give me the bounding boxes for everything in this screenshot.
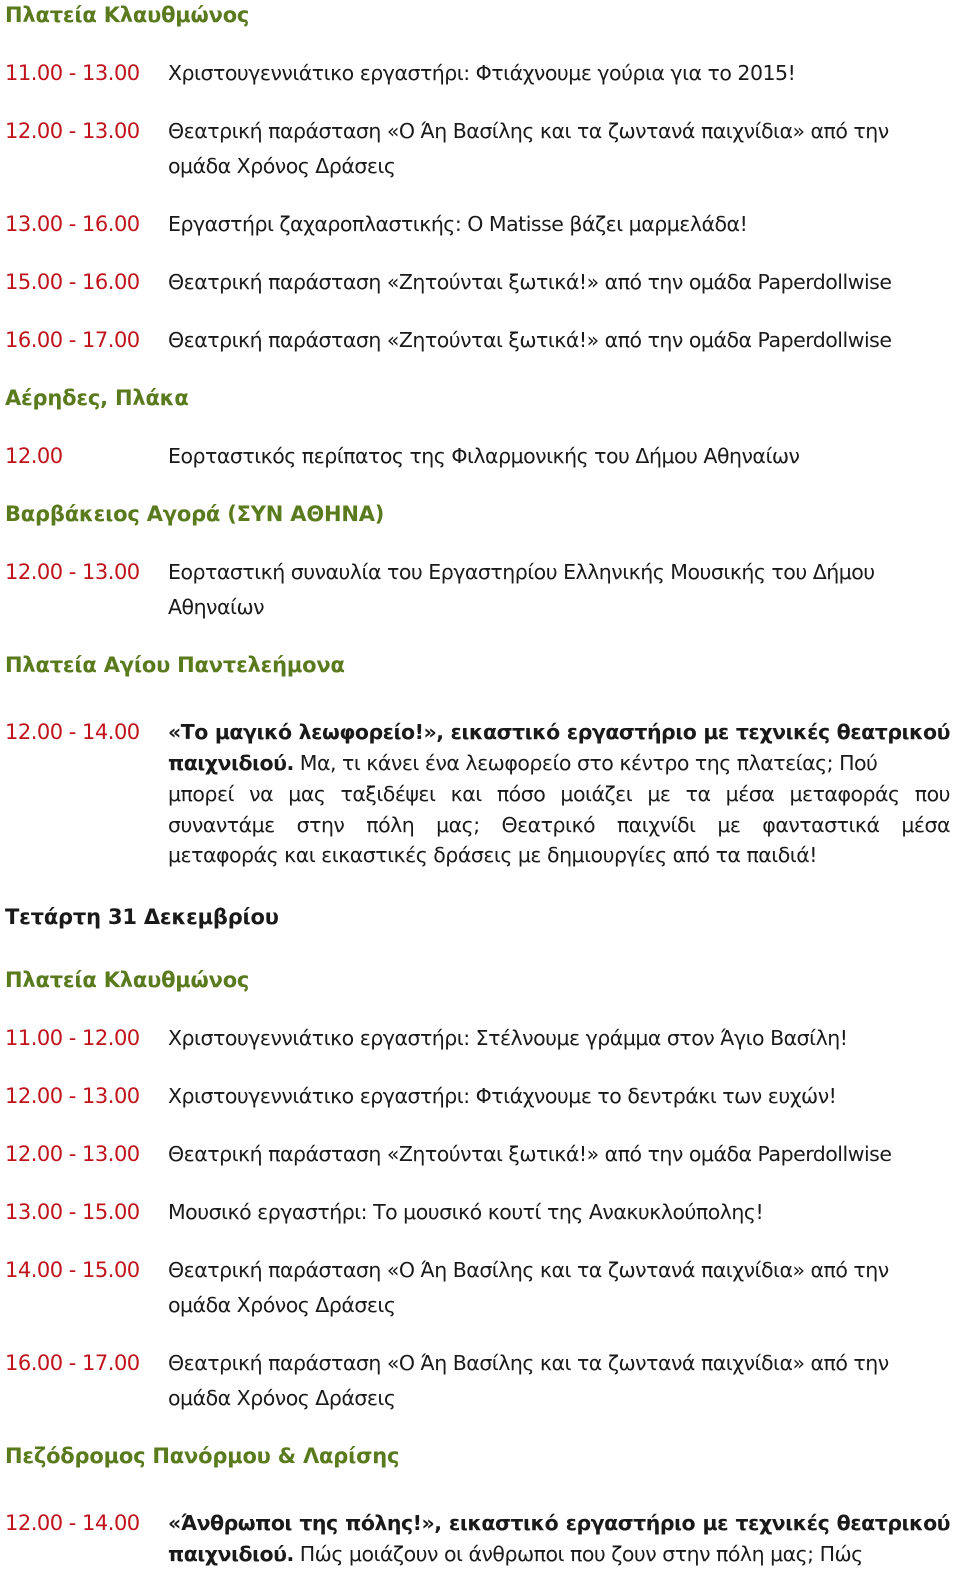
event-time: 11.00 - 13.00 <box>5 61 140 85</box>
event-description: Εργαστήρι ζαχαροπλαστικής: O Matisse βάζει μαρμελάδα! <box>168 212 748 236</box>
event-title-bold: παιχνιδιού. <box>168 1542 294 1566</box>
event-description: Χριστουγεννιάτικο εργαστήρι: Φτιάχνουμε το δεντράκι των ευχών! <box>168 1084 837 1108</box>
event-description: συναντάμε στην πόλη μας; Θεατρικό παιχνίδι με φανταστικά μέσα <box>168 813 950 837</box>
venue-heading: Βαρβάκειος Αγορά (ΣΥΝ ΑΘΗΝΑ) <box>5 502 385 526</box>
event-description: Αθηναίων <box>168 595 265 619</box>
event-description: Θεατρική παράσταση «Ο Άη Βασίλης και τα ζωντανά παιχνίδια» από την <box>168 119 889 143</box>
event-time: 12.00 - 13.00 <box>5 560 140 584</box>
event-time: 12.00 - 14.00 <box>5 1511 140 1535</box>
event-description: ομάδα Χρόνος Δράσεις <box>168 154 396 178</box>
event-description: Θεατρική παράσταση «Ο Άη Βασίλης και τα ζωντανά παιχνίδια» από την <box>168 1258 889 1282</box>
event-time: 13.00 - 15.00 <box>5 1200 140 1224</box>
event-time: 12.00 - 13.00 <box>5 1084 140 1108</box>
event-description: «Άνθρωποι της πόλης!», εικαστικό εργαστήριο με τεχνικές θεατρικού <box>168 1511 950 1535</box>
venue-heading: Πεζόδρομος Πανόρμου & Λαρίσης <box>5 1444 400 1468</box>
event-description: Θεατρική παράσταση «Ζητούνται ξωτικά!» από την ομάδα Paperdollwise <box>168 328 892 352</box>
venue-heading: Πλατεία Κλαυθμώνος <box>5 3 250 27</box>
event-description: ομάδα Χρόνος Δράσεις <box>168 1293 396 1317</box>
event-time: 12.00 - 13.00 <box>5 1142 140 1166</box>
event-description: Εορταστική συναυλία του Εργαστηρίου Ελληνικής Μουσικής του Δήμου <box>168 560 875 584</box>
event-description: Θεατρική παράσταση «Ζητούνται ξωτικά!» από την ομάδα Paperdollwise <box>168 270 892 294</box>
event-time: 16.00 - 17.00 <box>5 328 140 352</box>
venue-heading: Πλατεία Κλαυθμώνος <box>5 968 250 992</box>
event-time: 16.00 - 17.00 <box>5 1351 140 1375</box>
event-description: Χριστουγεννιάτικο εργαστήρι: Στέλνουμε γράμμα στον Άγιο Βασίλη! <box>168 1026 848 1050</box>
event-description: «Το μαγικό λεωφορείο!», εικαστικό εργαστήριο με τεχνικές θεατρικού <box>168 720 950 744</box>
event-description <box>168 1539 950 1569</box>
event-time: 13.00 - 16.00 <box>5 212 140 236</box>
event-time: 12.00 - 13.00 <box>5 119 140 143</box>
event-time: 12.00 - 14.00 <box>5 720 140 744</box>
event-title-bold: παιχνιδιού. <box>168 751 294 775</box>
event-description: ομάδα Χρόνος Δράσεις <box>168 1386 396 1410</box>
event-description: μπορεί να μας ταξιδέψει και πόσο μοιάζει με τα μέσα μεταφοράς που <box>168 782 950 806</box>
event-description-text: Πώς μοιάζουν οι άνθρωποι που ζουν στην πόλη μας; Πώς <box>293 1542 863 1566</box>
venue-heading: Αέρηδες, Πλάκα <box>5 386 189 410</box>
event-description: μεταφοράς και εικαστικές δράσεις με δημιουργίες από τα παιδιά! <box>168 843 817 867</box>
event-description: Μουσικό εργαστήρι: Το μουσικό κουτί της Ανακυκλούπολης! <box>168 1200 764 1224</box>
venue-heading: Πλατεία Αγίου Παντελεήμονα <box>5 653 345 677</box>
event-description: Χριστουγεννιάτικο εργαστήρι: Φτιάχνουμε γούρια για το 2015! <box>168 61 796 85</box>
event-time: 14.00 - 15.00 <box>5 1258 140 1282</box>
event-time: 11.00 - 12.00 <box>5 1026 140 1050</box>
event-description: Εορταστικός περίπατος της Φιλαρμονικής του Δήμου Αθηναίων <box>168 444 800 468</box>
event-description: Θεατρική παράσταση «Ο Άη Βασίλης και τα ζωντανά παιχνίδια» από την <box>168 1351 889 1375</box>
event-description <box>168 748 950 778</box>
day-heading: Τετάρτη 31 Δεκεμβρίου <box>5 905 279 929</box>
event-time: 12.00 <box>5 444 63 468</box>
event-time: 15.00 - 16.00 <box>5 270 140 294</box>
event-description-text: Μα, τι κάνει ένα λεωφορείο στο κέντρο της πλατείας; Πού <box>293 751 878 775</box>
event-description: Θεατρική παράσταση «Ζητούνται ξωτικά!» από την ομάδα Paperdollwise <box>168 1142 892 1166</box>
